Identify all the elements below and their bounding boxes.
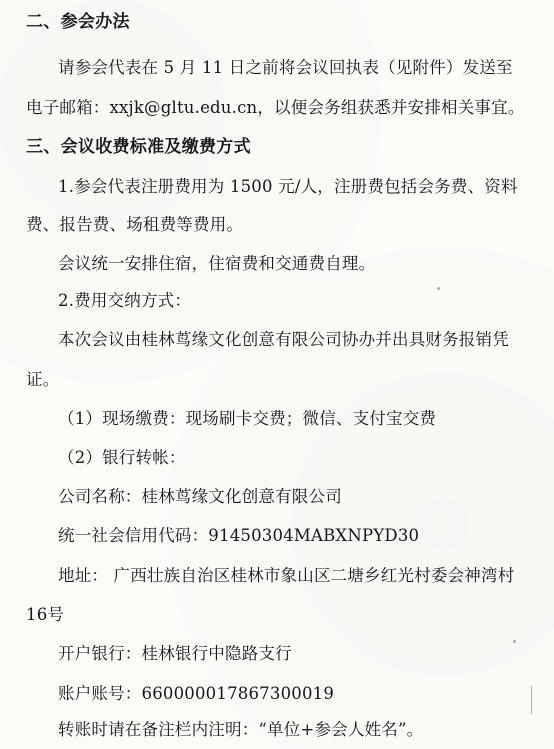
address-line-2: 16号 (26, 605, 65, 624)
cooperation-paragraph-line-1: 本次会议由桂林茑缘文化创意有限公司协办并出具财务报销凭 (58, 330, 509, 349)
bank-transfer-item: （2）银行转帐： (58, 448, 186, 467)
address-line-1: 地址： 广西壮族自治区桂林市象山区二塘乡红光村委会神湾村 (58, 566, 515, 585)
fee-paragraph-line-2: 费、报告费、场租费等费用。 (26, 215, 244, 234)
transfer-note-line: 转账时请在备注栏内注明：“单位+参会人姓名”。 (58, 720, 424, 739)
cooperation-paragraph-line-2: 证。 (26, 370, 60, 389)
onsite-payment-item: （1）现场缴费：现场刷卡交费；微信、支付宝交费 (58, 409, 437, 428)
payment-method-label: 2.费用交纳方式： (58, 291, 192, 310)
section-2-paragraph-line-2: 电子邮箱：xxjk@gltu.edu.cn，以便会务组获悉并安排相关事宜。 (26, 98, 525, 117)
section-2-paragraph-line-1: 请参会代表在 5 月 11 日之前将会议回执表（见附件）发送至 (58, 58, 513, 77)
company-name-line: 公司名称：桂林茑缘文化创意有限公司 (58, 487, 342, 506)
account-number-line: 账户账号：660000017867300019 (58, 684, 335, 703)
lodging-paragraph: 会议统一安排住宿，住宿费和交通费自理。 (58, 254, 376, 273)
scan-speck (513, 640, 516, 643)
fee-paragraph-line-1: 1.参会代表注册费用为 1500 元/人，注册费包括会务费、资料 (58, 177, 518, 196)
scan-mark (531, 686, 532, 714)
credit-code-line: 统一社会信用代码：91450304MABXNPYD30 (58, 526, 420, 545)
bank-name-line: 开户银行：桂林银行中隐路支行 (58, 644, 292, 663)
section-2-heading: 二、参会办法 (26, 12, 130, 32)
scan-speck (437, 287, 440, 290)
section-3-heading: 三、会议收费标准及缴费方式 (26, 137, 251, 157)
